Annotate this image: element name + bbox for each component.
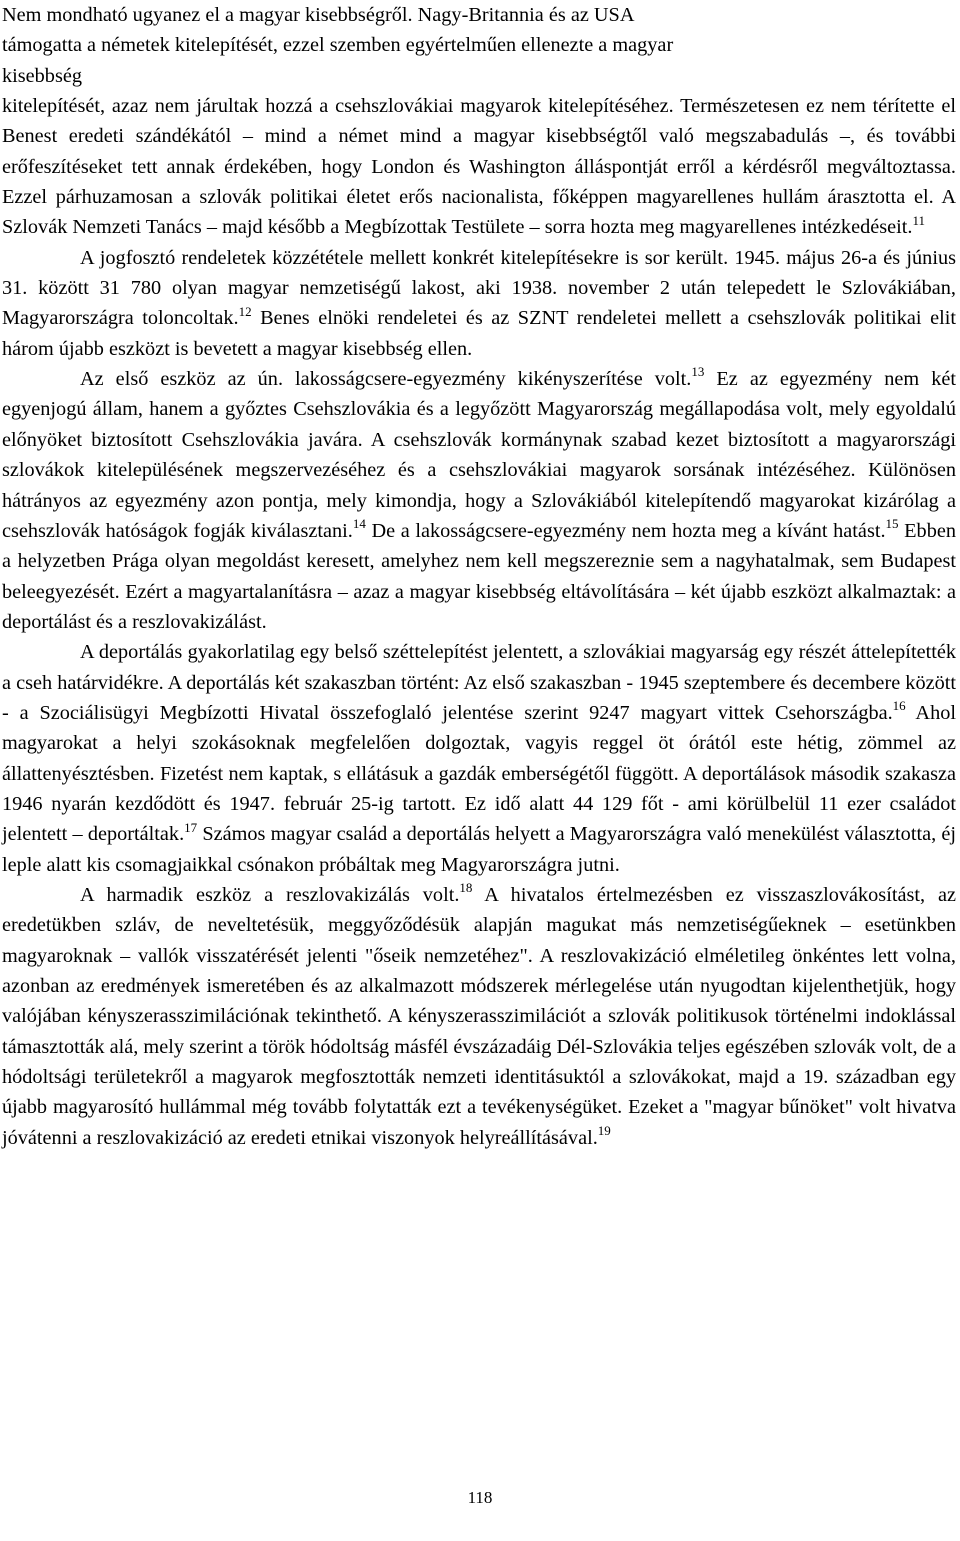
footnote-ref: 13 <box>691 364 705 380</box>
footnote-ref: 18 <box>459 880 473 896</box>
footnote-ref: 14 <box>352 516 366 532</box>
text-run: Ez az egyezmény nem két egyenjogú állam, hanem a győztes Csehszlovákia és a legyőzött Magyarország megállapodása volt, mely egyoldalú előnyöket biztosított Csehszlovákia javára. A csehszlovák kormánynak szabad kezet biztosított a magyarországi szlovákok kitelepülésének megszervezéséhez és a csehszlovákiai magyarok sorsának intézéséhez. Különösen hátrányos az egyezmény azon pontja, mely kimondja, hogy a Szlovákiából kitelepítendő magyarokat kizárólag a csehszlovák hatóságok fogják kiválasztani. <box>2 368 956 542</box>
text-run: A deportálás gyakorlatilag egy belső széttelepítést jelentett, a szlovákiai magyarság egy részét áttelepítették a cseh határvidékre. A deportálás két szakaszban történt: Az első szakaszban - 1945 szeptembere és decembere között - a Szociálisügyi Megbízotti Hivatal összefoglaló jelentése szerint 9247 magyart vittek Csehországba. <box>2 641 956 724</box>
text-run: Természetesen ez nem térítette el Benest eredeti szándékától – mind a német mind a magyar kisebbségtől való megszabadulás –, és további erőfeszítéseket tett annak érdekében, hogy London és Washington álláspontját erről a kérdésről megváltoztassa. Ezzel párhuzamosan a szlovák politikai életet erős nacionalista, főképpen magyarellenes hullám árasztotta el. A Szlovák Nemzeti Tanács – majd később a Megbízottak Testülete – sorra hozta meg magyarellenes intézkedéseit. <box>2 95 956 239</box>
text-line: támogatta a németek kitelepítését, ezzel szemben egyértelműen ellenezte a magyar <box>2 34 674 57</box>
text-line: kitelepítését, azaz nem járultak hozzá a csehszlovákiai magyarok kitelepítéséhez. <box>2 95 674 118</box>
footnote-ref: 12 <box>238 303 252 319</box>
paragraph-4 <box>2 637 956 880</box>
text-run: Benes elnöki rendeletei és az SZNT rendeletei mellett a csehszlovák politikai elit három újabb eszközt is bevetett a magyar kisebbség ellen. <box>2 307 956 360</box>
footnote-ref: 11 <box>912 212 925 228</box>
footnote-ref: 17 <box>184 819 198 835</box>
text-run: A harmadik eszköz a reszlovakizálás volt. <box>80 883 460 906</box>
body-text <box>2 0 956 1153</box>
paragraph-3 <box>2 364 956 637</box>
text-run: De a lakosságcsere-egyezmény nem hozta meg a kívánt hatást. <box>365 519 886 542</box>
text-run: Számos magyar család a deportálás helyett a Magyarországra való menekülést választotta, éj leple alatt kis csomagjaikkal csónakon próbáltak meg Magyarországra jutni. <box>2 823 956 876</box>
paragraph-5 <box>2 880 956 1153</box>
footnote-ref: 15 <box>885 516 899 532</box>
paragraph-2 <box>2 243 956 364</box>
text-run: Ebben a helyzetben Prága olyan megoldást keresett, amelyhez nem kell megszereznie sem a nagyhatalmak, sem Budapest beleegyezését. Ezért a magyartalanításra – azaz a magyar kisebbség eltávolítására – két újabb eszközt alkalmaztak: a deportálást és a reszlovakizálást. <box>2 519 956 633</box>
text-run: A jogfosztó rendeletek közzététele mellett konkrét kitelepítésekre is sor került. 1945. május 26-a és június 31. között 31 780 olyan magyar nemzetiségű lakost, aki 1938. november 2 után telepedett le Szlovákiában, Magyarországra toloncoltak. <box>2 246 956 330</box>
text-line: Nem mondható ugyanez el a magyar kisebbségről. Nagy-Britannia és az USA <box>2 4 635 26</box>
footnote-ref: 19 <box>597 1122 611 1138</box>
paragraph-1 <box>2 0 956 243</box>
text-run: Az első eszköz az ún. lakosságcsere-egyezmény kikényszerítése volt. <box>80 368 692 391</box>
text-run: A hivatalos értelmezésben ez visszaszlovákosítást, az eredetükben szláv, de neveltetésük, meggyőződésük alapján magukat más nemzetiségűeknek – esetünkben magyaroknak – vallók visszatérését jelenti "őseik nemzetéhez". A reszlovakizáció elméletileg önkéntes lett volna, azonban az eredmények ismeretében és az alkalmazott módszerek mérlegelése után nyugodtan kijelenthetjük, hogy valójában kényszerasszimilációnak tekinthető. A kényszerasszimilációt a szlovák politikusok történelmi indoklással támasztották alá, mely szerint a török hódoltság másfél évszázadáig Dél-Szlovákia teljes egészében szlovák volt, de a hódoltsági területekről a magyarok megfosztották nemzeti identitásuktól a szlovákokat, majd a 19. században egy újabb magyarosító hullámmal még tovább folytatták ezt a tevékenységüket. Ezeket a "magyar bűnöket" volt hivatva jóvátenni a reszlovakizáció az eredeti etnikai viszonyok helyreállításával. <box>2 883 956 1149</box>
page-number: 118 <box>467 1488 493 1507</box>
footnote-ref: 16 <box>892 698 906 714</box>
text-line: kisebbség <box>2 64 82 87</box>
text-run: Ahol magyarokat a helyi szokásoknak megfelelően dolgoztak, vagyis reggel öt órától este hétig, zömmel az állattenyésztésben. Fizetést nem kaptak, s ellátásuk a gazdák emberségétől függött. A deportálások második szakasza 1946 nyarán kezdődött és 1947. február 25-ig tartott. Ez idő alatt 44 129 főt - ami körülbelül 11 ezer családot jelentett – deportáltak. <box>2 701 956 846</box>
